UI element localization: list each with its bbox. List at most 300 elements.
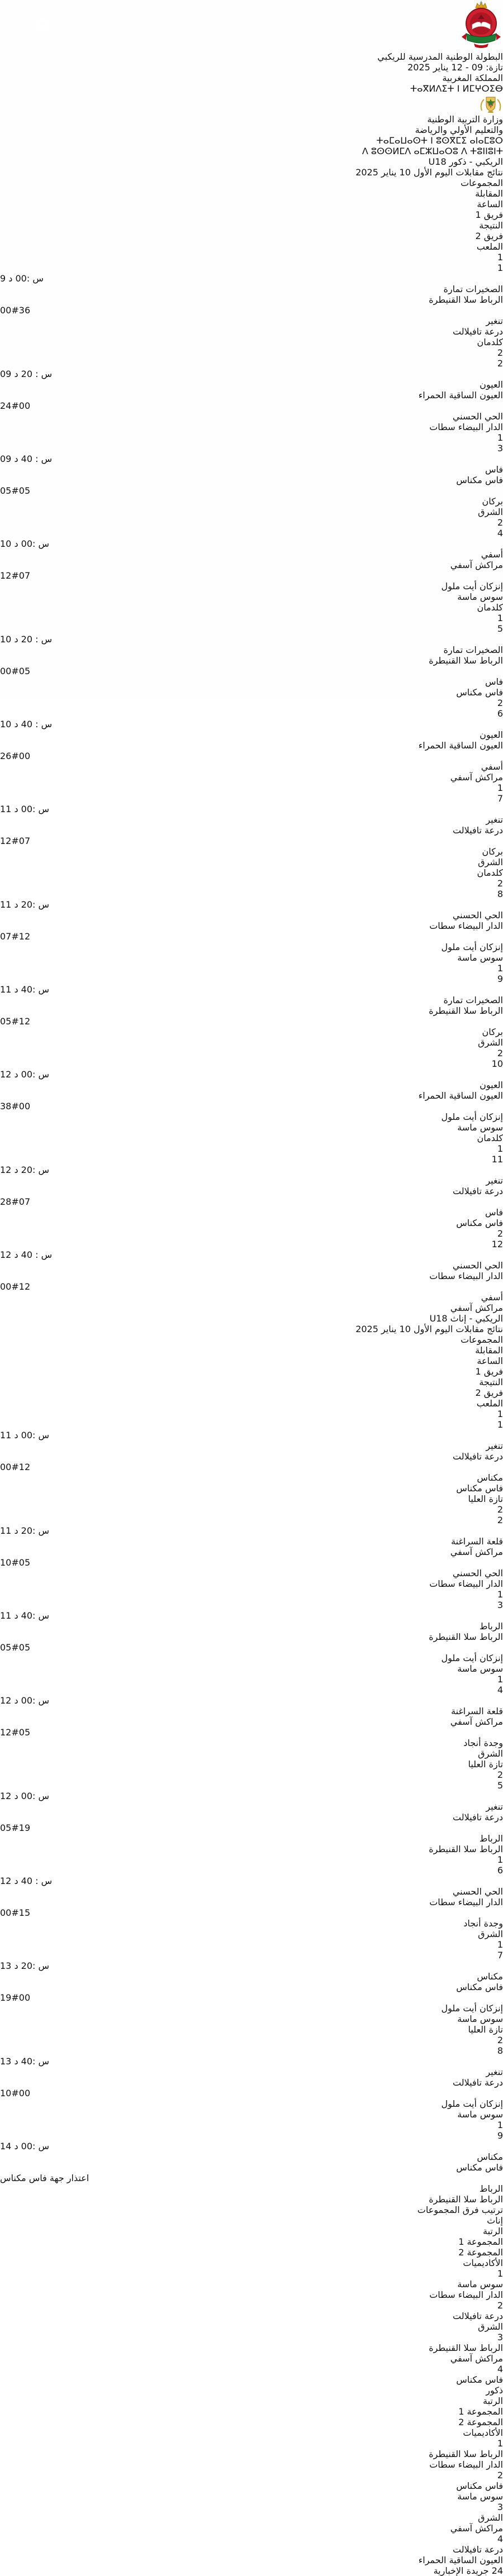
group1-team-cell: سوس ماسة xyxy=(457,2279,503,2289)
watermark xyxy=(0,2565,503,2576)
score-cell xyxy=(0,1281,503,1292)
team2-name-cell: الرباط xyxy=(479,2183,503,2194)
col-header-team2: فريق 2 xyxy=(475,231,503,241)
score-value: 00 xyxy=(0,1281,12,1292)
team1-name-cell: تنغير xyxy=(486,1175,503,1186)
col-header-groups: المجموعات xyxy=(461,178,503,188)
group2-team-cell: الشرق xyxy=(478,2321,503,2332)
team1-name-cell: تنغير xyxy=(486,1801,503,1812)
gender-header: إناث xyxy=(487,2215,503,2226)
team2-name-cell: إنزكان أيت ملول xyxy=(441,581,503,591)
federation-logo xyxy=(0,0,503,51)
stadium-cell: كلدمان xyxy=(477,1133,503,1143)
score-separator: # xyxy=(11,1196,19,1207)
col-header-match: المقابلة xyxy=(475,188,503,199)
rank-number-cell: 2 xyxy=(497,2470,503,2480)
score-cell xyxy=(0,751,503,761)
team2-name-cell: إنزكان أيت ملول xyxy=(441,2003,503,2014)
watermark-text: جريدة الإخبارية xyxy=(433,2565,489,2576)
score-value: 12 xyxy=(0,836,12,846)
group1-team-cell: فاس مكناس xyxy=(456,2480,503,2491)
time-cell: 10 س : 40 د xyxy=(0,719,53,729)
time-cell: 12 س : 40 د xyxy=(0,1876,53,1886)
group-number-cell: 2 xyxy=(497,698,503,708)
page-title: البطولة الوطنية المدرسية للريكبي xyxy=(377,51,503,62)
group-number-cell: 1 xyxy=(497,1674,503,1685)
score-value: 00 xyxy=(18,1992,31,2003)
team1-name-cell: فاس xyxy=(485,464,503,475)
score-value: 12 xyxy=(18,1016,31,1027)
team1-academy-cell: العيون الساقية الحمراء xyxy=(418,1090,503,1101)
score-cell xyxy=(0,1992,503,2003)
score-separator: # xyxy=(11,931,19,942)
score-cell xyxy=(0,1101,503,1112)
match-number-cell: 10 xyxy=(491,1058,503,1069)
male-results-table-2 xyxy=(0,517,503,783)
score-cell xyxy=(0,931,503,942)
group-number-cell: 1 xyxy=(497,1854,503,1865)
team1-name-cell: الصخيرات تمارة xyxy=(443,645,503,655)
score-value: 00 xyxy=(0,666,12,676)
group1-team-cell: درعة تافيلالت xyxy=(453,2544,503,2555)
group-number-cell: 2 xyxy=(497,1769,503,1780)
score-separator: # xyxy=(11,305,19,316)
team2-name-cell: تنغير xyxy=(486,316,503,326)
academies-header: الأكاديميات xyxy=(463,2258,503,2268)
score-value: 24 xyxy=(0,400,12,411)
score-separator: # xyxy=(11,2088,19,2098)
score-cell xyxy=(0,1727,503,1738)
score-value: 05 xyxy=(18,1557,31,1568)
team1-name-cell: الصخيرات تمارة xyxy=(443,995,503,1005)
male-results-table-1 xyxy=(0,178,503,517)
time-cell: 10 س : 20 د xyxy=(0,634,53,645)
match-number-cell: 3 xyxy=(497,443,503,454)
score-value: 07 xyxy=(0,931,12,942)
team1-academy-cell: الدار البيضاء سطات xyxy=(429,920,503,931)
team1-name-cell: مكناس xyxy=(477,2152,503,2162)
score-value: 12 xyxy=(18,1462,31,1472)
group2-team-cell: سوس ماسة xyxy=(457,2491,503,2502)
group-number-cell: 2 xyxy=(497,517,503,528)
group1-team-cell: الرباط سلا القنيطرة xyxy=(429,2343,503,2353)
score-value: 12 xyxy=(18,931,31,942)
score-cell xyxy=(0,1642,503,1653)
score-value: 05 xyxy=(18,1642,31,1653)
watermark-number: 24 xyxy=(491,2565,503,2576)
group-number-cell: 1 xyxy=(497,613,503,623)
time-cell: 11 س :20 د xyxy=(0,1525,50,1536)
group-number-cell: 1 xyxy=(497,1409,503,1419)
score-value: 26 xyxy=(0,751,12,761)
team1-academy-cell: مراكش آسفي xyxy=(450,1716,503,1727)
score-separator: # xyxy=(11,1101,19,1112)
score-value: 00 xyxy=(18,400,31,411)
match-number-cell: 3 xyxy=(497,1600,503,1610)
team1-name-cell: الحي الحسني xyxy=(452,1886,503,1897)
group2-team-cell: مراكش آسفي xyxy=(450,2353,503,2364)
score-separator: # xyxy=(11,400,19,411)
score-separator: # xyxy=(11,1016,19,1027)
score-value: 07 xyxy=(18,1196,31,1207)
match-number-cell: 4 xyxy=(497,528,503,538)
col-header-time: الساعة xyxy=(477,199,503,209)
score-separator: # xyxy=(11,1557,19,1568)
male-results-table-4 xyxy=(0,1048,503,1313)
team2-academy-cell: سوس ماسة xyxy=(457,2014,503,2024)
col-header-score: النتيجة xyxy=(479,1377,503,1387)
event-dates: تازة: 09 - 12 يناير 2025 xyxy=(407,62,503,73)
team2-academy-cell: سوس ماسة xyxy=(457,952,503,963)
team1-name-cell: العيون xyxy=(480,379,503,390)
team1-name-cell: تنغير xyxy=(486,1440,503,1451)
team1-name-cell: الحي الحسني xyxy=(452,910,503,920)
team1-academy-cell: درعة تافيلالت xyxy=(453,2077,503,2088)
score-cell xyxy=(0,2088,503,2098)
academies-header: الأكاديميات xyxy=(463,2427,503,2438)
team1-academy-cell: درعة تافيلالت xyxy=(453,1812,503,1823)
rank-column-header: الرتبة xyxy=(482,2396,503,2406)
score-value: 05 xyxy=(18,666,31,676)
col-header-time: الساعة xyxy=(477,1356,503,1366)
standings-table-female xyxy=(0,2215,503,2385)
team2-name-cell: وجدة أنجاد xyxy=(463,1738,503,1748)
group-number-cell: 1 xyxy=(497,432,503,443)
match-number-cell: 5 xyxy=(497,1780,503,1791)
match-number-cell: 1 xyxy=(497,1419,503,1430)
match-number-cell: 7 xyxy=(497,793,503,804)
time-cell: 12 س :20 د xyxy=(0,1165,50,1175)
team2-academy-cell: فاس مكناس xyxy=(456,1483,503,1494)
time-cell: 12 س :00 د xyxy=(0,1791,50,1801)
team1-name-cell: قلعة السراغنة xyxy=(451,1536,503,1547)
group-number-cell: 2 xyxy=(497,1504,503,1515)
time-cell: 10 س :00 د xyxy=(0,538,50,549)
match-number-cell: 1 xyxy=(497,263,503,273)
team2-name-cell: أسفي xyxy=(481,761,503,772)
team2-academy-cell: درعة تافيلالت xyxy=(453,326,503,337)
team1-name-cell: تنغير xyxy=(486,2067,503,2077)
team2-name-cell: أسفي xyxy=(481,1292,503,1303)
group1-column-header: المجموعة 1 xyxy=(458,2236,503,2247)
male-section-banner: الريكبي - ذكور U18 xyxy=(428,156,503,167)
score-value: 00 xyxy=(18,2088,31,2098)
score-value: 07 xyxy=(18,570,31,581)
group-number-cell: 2 xyxy=(497,1228,503,1239)
rank-number-cell: 3 xyxy=(497,2502,503,2512)
match-number-cell: 6 xyxy=(497,1865,503,1876)
team2-academy-cell: مراكش آسفي xyxy=(450,1303,503,1313)
group-number-cell: 2 xyxy=(497,878,503,889)
score-separator: # xyxy=(11,836,19,846)
score-cell xyxy=(0,2173,503,2183)
team2-name-cell: فاس xyxy=(485,1207,503,1218)
group-number-cell: 2 xyxy=(497,1048,503,1058)
ministry-logo xyxy=(0,73,503,156)
score-value: 05 xyxy=(0,1642,12,1653)
group2-team-cell: مراكش آسفي xyxy=(450,2523,503,2534)
team2-academy-cell: الشرق xyxy=(478,1748,503,1759)
match-number-cell: 7 xyxy=(497,1950,503,1960)
score-separator: # xyxy=(11,1462,19,1472)
team1-academy-cell: الدار البيضاء سطات xyxy=(429,1897,503,1907)
female-results-title: نتائج مقابلات اليوم الأول 10 يناير 2025 xyxy=(355,1324,503,1334)
stadium-cell: تازة العليا xyxy=(468,2024,503,2035)
team1-academy-cell: الرباط سلا القنيطرة xyxy=(429,1005,503,1016)
time-cell: 11 س :00 د xyxy=(0,804,50,814)
team2-academy-cell: سوس ماسة xyxy=(457,591,503,602)
stadium-cell: كلدمان xyxy=(477,337,503,347)
match-number-cell: 2 xyxy=(497,1515,503,1525)
match-number-cell: 6 xyxy=(497,708,503,719)
score-separator: # xyxy=(11,1281,19,1292)
withdrawal-note: اعتذار جهة فاس مكناس xyxy=(0,2173,89,2183)
group-number-cell: 1 xyxy=(497,1589,503,1600)
team1-academy-cell: مراكش آسفي xyxy=(450,560,503,570)
group1-column-header: المجموعة 1 xyxy=(458,2406,503,2417)
team2-academy-cell: الشرق xyxy=(478,857,503,867)
time-cell: 09 س : 40 د xyxy=(0,454,53,464)
team1-name-cell: الصخيرات تمارة xyxy=(443,284,503,294)
score-cell xyxy=(0,666,503,676)
team2-name-cell: إنزكان أيت ملول xyxy=(441,1112,503,1122)
team2-name-cell: إنزكان أيت ملول xyxy=(441,2098,503,2109)
match-number-cell: 9 xyxy=(497,2130,503,2141)
team2-academy-cell: الدار البيضاء سطات xyxy=(429,422,503,432)
group1-team-cell: الشرق xyxy=(478,2512,503,2523)
team2-name-cell: إنزكان أيت ملول xyxy=(441,1653,503,1663)
gender-header: ذكور xyxy=(486,2385,503,2396)
match-number-cell: 8 xyxy=(497,889,503,899)
score-separator: # xyxy=(11,1907,19,1918)
team2-name-cell: فاس xyxy=(485,676,503,687)
time-cell: 11 س :20 د xyxy=(0,899,50,910)
time-cell: 12 س :00 د xyxy=(0,1069,50,1080)
group-number-cell: 2 xyxy=(497,2035,503,2045)
team2-name-cell: مكناس xyxy=(477,1472,503,1483)
match-number-cell: 8 xyxy=(497,2045,503,2056)
match-number-cell: 12 xyxy=(491,1239,503,1249)
score-cell xyxy=(0,1016,503,1027)
score-value: 07 xyxy=(18,836,31,846)
score-value: 12 xyxy=(18,1281,31,1292)
match-number-cell: 5 xyxy=(497,623,503,634)
time-cell: 12 س :00 د xyxy=(0,1695,50,1706)
team2-name-cell: بركان xyxy=(482,496,503,507)
team1-academy-cell: الرباط سلا القنيطرة xyxy=(429,655,503,666)
match-number-cell: 4 xyxy=(497,1685,503,1695)
score-value: 19 xyxy=(18,1823,31,1833)
group2-team-cell: العيون الساقية الحمراء xyxy=(418,2555,503,2565)
team1-name-cell: العيون xyxy=(480,729,503,740)
female-section-banner: الريكبي - إناث U18 xyxy=(429,1313,503,1324)
score-cell xyxy=(0,1196,503,1207)
score-value: 28 xyxy=(0,1196,12,1207)
col-header-team2: فريق 2 xyxy=(475,1387,503,1398)
col-header-stadium: الملعب xyxy=(476,1398,503,1409)
team1-name-cell: الرباط xyxy=(479,1621,503,1632)
rank-number-cell: 1 xyxy=(497,2438,503,2449)
stadium-cell: تازة العليا xyxy=(468,1494,503,1504)
time-cell: 9 س :00 د xyxy=(0,273,44,284)
male-results-title: نتائج مقابلات اليوم الأول 10 يناير 2025 xyxy=(355,167,503,178)
time-cell: 13 س :20 د xyxy=(0,1960,50,1971)
rank-number-cell: 4 xyxy=(497,2364,503,2374)
team2-academy-cell: الرباط سلا القنيطرة xyxy=(429,1844,503,1854)
delete-button[interactable] xyxy=(17,17,51,51)
score-cell xyxy=(0,305,503,316)
group-number-cell: 1 xyxy=(497,1939,503,1950)
team1-academy-cell: درعة تافيلالت xyxy=(453,1451,503,1462)
team1-academy-cell: العيون الساقية الحمراء xyxy=(418,390,503,400)
col-header-stadium: الملعب xyxy=(476,241,503,252)
team2-academy-cell: الشرق xyxy=(478,1929,503,1939)
group2-team-cell: الدار البيضاء سطات xyxy=(429,2459,503,2470)
team1-academy-cell: الرباط سلا القنيطرة xyxy=(429,294,503,305)
score-value: 12 xyxy=(0,1727,12,1738)
score-value: 38 xyxy=(0,1101,12,1112)
ministry-tifinagh-line2: ⵜⴰⵎⴰⵡⴰⵙⵜ ⵏ ⵓⵙⴳⵎⵉ ⴰⵏⴰⵎⵓⵔ xyxy=(376,135,503,146)
score-value: 12 xyxy=(0,570,12,581)
team1-name-cell: الحي الحسني xyxy=(452,1260,503,1271)
score-cell xyxy=(0,400,503,411)
score-value: 05 xyxy=(0,1016,12,1027)
score-separator: # xyxy=(11,751,19,761)
score-separator: # xyxy=(11,1992,19,2003)
score-cell xyxy=(0,1823,503,1833)
col-header-team1: فريق 1 xyxy=(475,1366,503,1377)
col-header-score: النتيجة xyxy=(479,220,503,231)
team1-name-cell: قلعة السراغنة xyxy=(451,1706,503,1716)
score-value: 00 xyxy=(0,1907,12,1918)
team2-academy-cell: الرباط سلا القنيطرة xyxy=(429,2194,503,2205)
federation-emblem-icon xyxy=(459,41,503,51)
team2-name-cell: الرباط xyxy=(479,1833,503,1844)
team1-name-cell: العيون xyxy=(480,1080,503,1090)
score-separator: # xyxy=(11,1823,19,1833)
team1-academy-cell: الدار البيضاء سطات xyxy=(429,1271,503,1281)
team1-academy-cell: درعة تافيلالت xyxy=(453,1186,503,1196)
group-number-cell: 1 xyxy=(497,1143,503,1154)
score-value: 36 xyxy=(18,305,31,316)
time-cell: 13 س :40 د xyxy=(0,2056,50,2067)
group-number-cell: 1 xyxy=(497,783,503,793)
score-value: 05 xyxy=(18,485,31,496)
standings-title: ترتيب فرق المجموعات xyxy=(417,2205,503,2215)
score-value: 00 xyxy=(0,1462,12,1472)
rank-number-cell: 1 xyxy=(497,2268,503,2279)
score-value: 00 xyxy=(0,305,12,316)
group1-team-cell: فاس مكناس xyxy=(456,2374,503,2385)
team2-academy-cell: فاس مكناس xyxy=(456,1218,503,1228)
score-value: 10 xyxy=(0,2088,12,2098)
group2-team-cell: الدار البيضاء سطات xyxy=(429,2289,503,2300)
time-cell: 09 س : 20 د xyxy=(0,369,53,379)
group-number-cell: 1 xyxy=(497,2120,503,2130)
female-results-table-3 xyxy=(0,1939,503,2205)
score-separator: # xyxy=(11,1642,19,1653)
score-value: 05 xyxy=(0,485,12,496)
team2-academy-cell: فاس مكناس xyxy=(456,687,503,698)
time-cell: 14 س :00 د xyxy=(0,2141,50,2152)
score-cell xyxy=(0,836,503,846)
team2-academy-cell: سوس ماسة xyxy=(457,1663,503,1674)
team2-academy-cell: الدار البيضاء سطات xyxy=(429,1578,503,1589)
team1-academy-cell: مراكش آسفي xyxy=(450,1547,503,1557)
score-cell xyxy=(0,570,503,581)
score-value: 05 xyxy=(0,1823,12,1833)
score-separator: # xyxy=(11,1727,19,1738)
score-separator: # xyxy=(11,570,19,581)
team2-academy-cell: سوس ماسة xyxy=(457,2109,503,2120)
ministry-tifinagh-line: ⵜⴰⴳⵍⴷⵉⵜ ⵏ ⵍⵎⵖⵔⵉⴱ xyxy=(410,83,503,94)
score-separator: # xyxy=(11,485,19,496)
rank-column-header: الرتبة xyxy=(482,2226,503,2236)
stadium-cell: كلدمان xyxy=(477,602,503,613)
rank-number-cell: 2 xyxy=(497,2300,503,2311)
team1-academy-cell: فاس مكناس xyxy=(456,1982,503,1992)
standings-table-male xyxy=(0,2385,503,2565)
group-number-cell: 1 xyxy=(497,252,503,263)
team2-name-cell: بركان xyxy=(482,1027,503,1037)
group-number-cell: 2 xyxy=(497,347,503,358)
score-value: 05 xyxy=(18,1727,31,1738)
time-cell: 11 س :00 د xyxy=(0,1430,50,1440)
time-cell: 11 س :40 د xyxy=(0,984,50,995)
female-results-table-1 xyxy=(0,1334,503,1674)
team2-academy-cell: مراكش آسفي xyxy=(450,772,503,783)
group1-team-cell: درعة تافيلالت xyxy=(453,2311,503,2321)
col-header-match: المقابلة xyxy=(475,1345,503,1356)
score-value: 00 xyxy=(18,751,31,761)
score-cell xyxy=(0,485,503,496)
stadium-cell: كلدمان xyxy=(477,867,503,878)
team1-name-cell: أسفي xyxy=(481,549,503,560)
team1-name-cell: تنغير xyxy=(486,814,503,825)
ministry-kingdom-line: المملكة المغربية xyxy=(442,73,503,83)
score-separator: # xyxy=(11,666,19,676)
team1-academy-cell: فاس مكناس xyxy=(456,2162,503,2173)
col-header-team1: فريق 1 xyxy=(475,209,503,220)
trash-icon xyxy=(17,17,51,35)
score-cell xyxy=(0,1462,503,1472)
score-cell xyxy=(0,1557,503,1568)
match-number-cell: 9 xyxy=(497,974,503,984)
time-cell: 12 س : 40 د xyxy=(0,1249,53,1260)
ministry-tifinagh-line3: ⴷ ⵓⵙⵙⵍⵎⴷ ⴰⵎⵣⵡⴰⵔⵓ ⴷ ⵜⵓⵏⵏⵓⵏⵜ xyxy=(362,146,503,156)
team2-name-cell: الحي الحسني xyxy=(452,411,503,422)
group2-column-header: المجموعة 2 xyxy=(458,2417,503,2427)
team1-academy-cell: درعة تافيلالت xyxy=(453,825,503,836)
team1-academy-cell: العيون الساقية الحمراء xyxy=(418,740,503,751)
team1-name-cell: مكناس xyxy=(477,1971,503,1982)
coat-of-arms-icon xyxy=(0,94,503,114)
team2-name-cell: الحي الحسني xyxy=(452,1568,503,1578)
rank-number-cell: 4 xyxy=(497,2534,503,2544)
time-cell: 11 س :40 د xyxy=(0,1610,50,1621)
team1-academy-cell: فاس مكناس xyxy=(456,475,503,485)
score-value: 10 xyxy=(0,1557,12,1568)
female-results-table-2 xyxy=(0,1674,503,1939)
team2-name-cell: بركان xyxy=(482,846,503,857)
score-cell xyxy=(0,1907,503,1918)
col-header-groups: المجموعات xyxy=(461,1334,503,1345)
score-value: 00 xyxy=(18,1101,31,1112)
rank-number-cell: 3 xyxy=(497,2332,503,2343)
team2-academy-cell: الشرق xyxy=(478,1037,503,1048)
group2-column-header: المجموعة 2 xyxy=(458,2247,503,2258)
match-number-cell: 2 xyxy=(497,358,503,369)
